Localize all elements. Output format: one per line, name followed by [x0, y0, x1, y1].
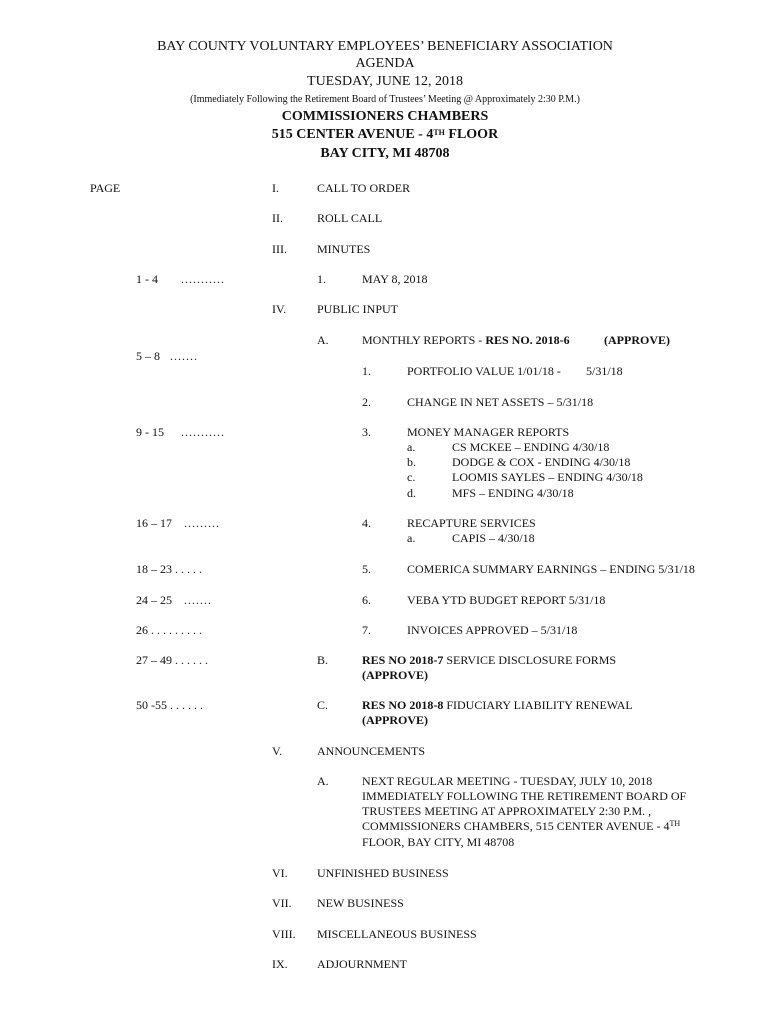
announcement-line: TRUSTEES MEETING AT APPROXIMATELY 2:30 P.M. , [362, 804, 652, 818]
dot-leader: ......... [184, 516, 220, 530]
item-label-date: 5/31/18 [586, 364, 623, 378]
venue: COMMISSIONERS CHAMBERS [281, 109, 489, 124]
item-label: COMERICA SUMMARY EARNINGS – ENDING 5/31/18 [407, 562, 695, 576]
item-number: 3. [362, 425, 371, 439]
sub-item-label: LOOMIS SAYLES – ENDING 4/30/18 [452, 470, 643, 484]
item-number: 7. [362, 623, 371, 637]
sub-item-label: CAPIS – 4/30/18 [452, 531, 535, 545]
venue-city: BAY CITY, MI 48708 [320, 146, 450, 161]
page-range: 18 – 23 . . . . . [136, 562, 202, 576]
item-label: MAY 8, 2018 [362, 272, 428, 286]
page-range: 9 - 15 [136, 425, 164, 439]
announcement-line: NEXT REGULAR MEETING - TUESDAY, JULY 10, 2018 [362, 774, 653, 788]
page-column-label: PAGE [90, 181, 121, 195]
item-label: RECAPTURE SERVICES [407, 516, 536, 530]
page-range: 26 . . . . . . . . . [136, 623, 202, 637]
section-label: NEW BUSINESS [317, 896, 404, 910]
section-number: I. [272, 181, 279, 195]
section-number: II. [272, 211, 283, 225]
section-number: VII. [272, 896, 292, 910]
section-number: IX. [272, 957, 288, 971]
approve-action: (APPROVE) [604, 333, 670, 347]
sub-item-label: DODGE & COX - ENDING 4/30/18 [452, 455, 631, 469]
dot-leader: ....... [184, 593, 212, 607]
section-label: UNFINISHED BUSINESS [317, 866, 449, 880]
section-label: ADJOURNMENT [317, 957, 407, 971]
dot-leader: ........... [181, 272, 225, 286]
item-number: 1. [362, 364, 371, 378]
page-range: 16 – 17 [136, 516, 172, 530]
page-range: 27 – 49 . . . . . . [136, 653, 208, 667]
sub-item-letter: b. [407, 455, 416, 469]
item-label: VEBA YTD BUDGET REPORT 5/31/18 [407, 593, 606, 607]
subsection-letter: B. [317, 653, 329, 667]
sub-item-letter: a. [407, 531, 416, 545]
section-label: MINUTES [317, 242, 371, 256]
page-range: 1 - 4 [136, 272, 158, 286]
announcement-line: COMMISSIONERS CHAMBERS, 515 CENTER AVENUE - 4TH [362, 819, 681, 833]
org-title: BAY COUNTY VOLUNTARY EMPLOYEES’ BENEFICIARY ASSOCIATION [157, 39, 613, 54]
sub-item-label: CS MCKEE – ENDING 4/30/18 [452, 440, 610, 454]
item-number: 2. [362, 395, 371, 409]
sub-item-letter: c. [407, 470, 416, 484]
item-number: 1. [317, 272, 326, 286]
announcement-line: IMMEDIATELY FOLLOWING THE RETIREMENT BOARD OF [362, 789, 687, 803]
page-range: 50 -55 . . . . . . [136, 698, 203, 712]
approve-action: (APPROVE) [362, 668, 428, 682]
sub-item-label: MFS – ENDING 4/30/18 [452, 486, 574, 500]
dot-leader: ........... [181, 425, 225, 439]
section-label: MISCELLANEOUS BUSINESS [317, 927, 477, 941]
item-label: INVOICES APPROVED – 5/31/18 [407, 623, 578, 637]
subsection-letter: A. [317, 333, 329, 347]
item-label: PORTFOLIO VALUE 1/01/18 - [407, 364, 561, 378]
subsection-label: MONTHLY REPORTS - RES NO. 2018-6 [362, 333, 570, 347]
subsection-label: RES NO 2018-7 SERVICE DISCLOSURE FORMS [362, 653, 617, 667]
section-label: ROLL CALL [317, 211, 383, 225]
page-range: 24 – 25 [136, 593, 172, 607]
section-label: CALL TO ORDER [317, 181, 411, 195]
sub-item-letter: a. [407, 440, 416, 454]
announcement-line: FLOOR, BAY CITY, MI 48708 [362, 835, 515, 849]
subsection-letter: C. [317, 698, 329, 712]
item-number: 4. [362, 516, 371, 530]
subsection-label: RES NO 2018-8 FIDUCIARY LIABILITY RENEWAL [362, 698, 633, 712]
section-number: VIII. [272, 927, 296, 941]
subsection-letter: A. [317, 774, 329, 788]
dot-leader: ....... [170, 349, 198, 363]
section-number: V. [272, 744, 283, 758]
item-label: CHANGE IN NET ASSETS – 5/31/18 [407, 395, 594, 409]
section-label: ANNOUNCEMENTS [317, 744, 425, 758]
venue-address: 515 CENTER AVENUE - 4TH FLOOR [271, 127, 499, 142]
section-label: PUBLIC INPUT [317, 302, 399, 316]
approve-action: (APPROVE) [362, 713, 428, 727]
item-number: 6. [362, 593, 371, 607]
section-number: III. [272, 242, 287, 256]
page-range: 5 – 8 [136, 349, 160, 363]
item-label: MONEY MANAGER REPORTS [407, 425, 570, 439]
section-number: VI. [272, 866, 288, 880]
meeting-note: (Immediately Following the Retirement Board of Trustees’ Meeting @ Approximately 2:30 P.M.) [190, 94, 580, 105]
sub-item-letter: d. [407, 486, 416, 500]
meeting-date: TUESDAY, JUNE 12, 2018 [307, 74, 463, 89]
section-number: IV. [272, 302, 287, 316]
item-number: 5. [362, 562, 371, 576]
agenda-title: AGENDA [355, 56, 415, 71]
